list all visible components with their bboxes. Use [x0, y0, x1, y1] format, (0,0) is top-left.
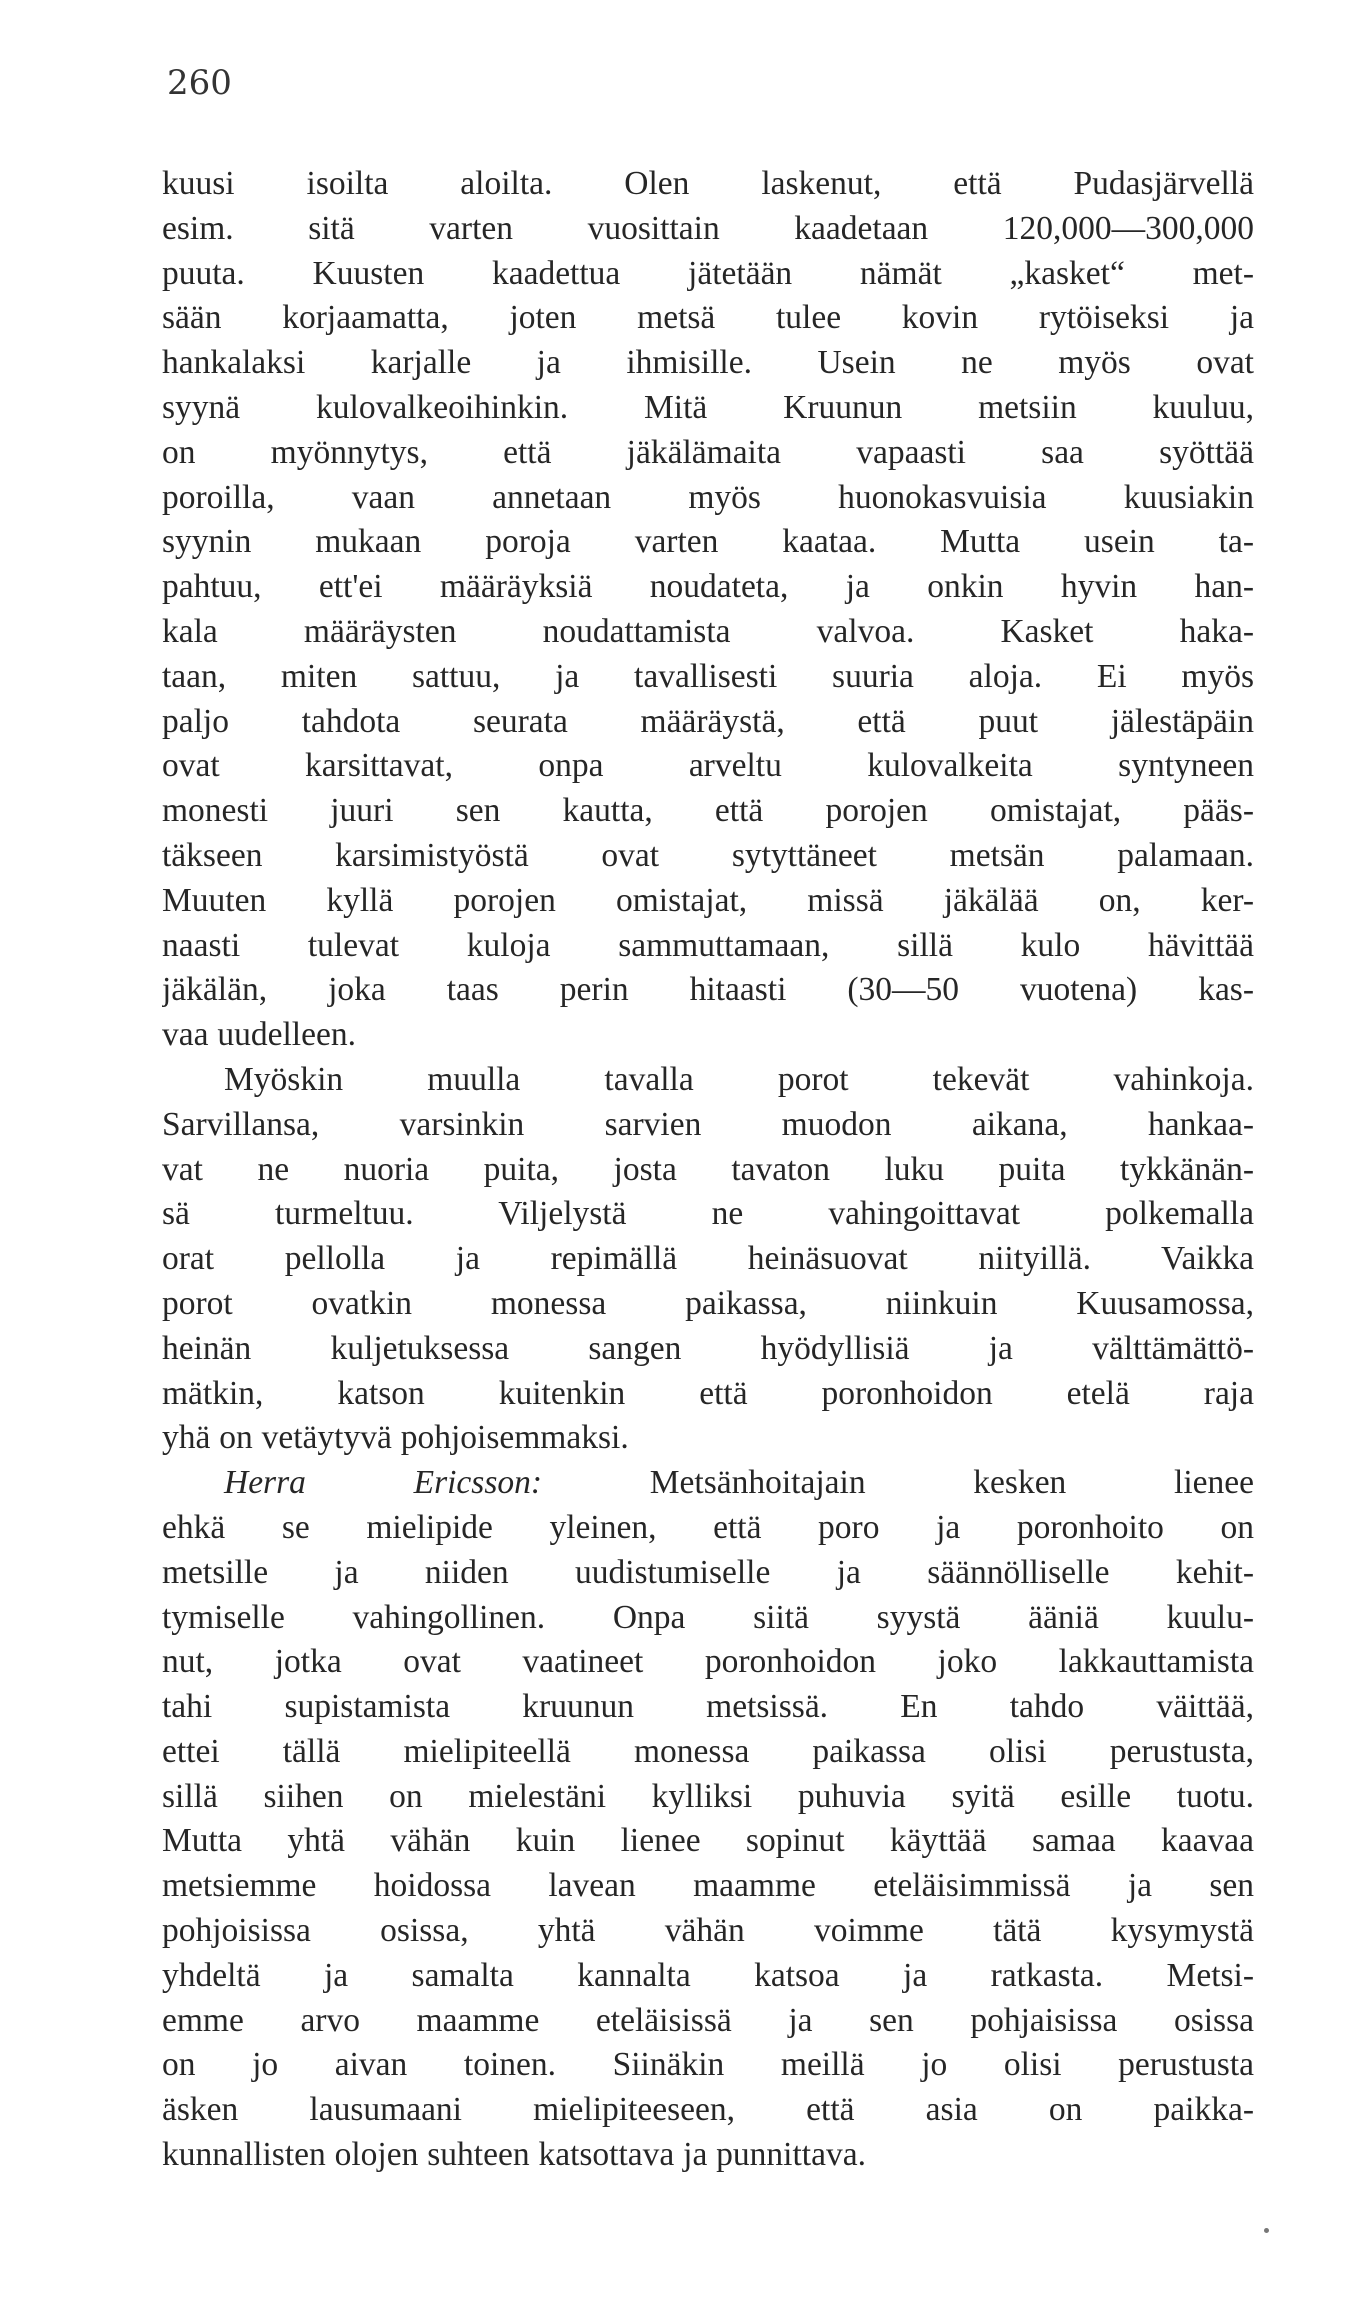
text-line: vat ne nuoria puita, josta tavaton luku puita tykkänän-	[162, 1150, 1254, 1188]
text-line: emme arvo maamme eteläisissä ja sen pohjaisissa osissa	[162, 2001, 1254, 2039]
text-line: monesti juuri sen kautta, että porojen omistajat, pääs-	[162, 792, 1254, 830]
text-line: poroilla, vaan annetaan myös huonokasvuisia kuusiakin	[162, 478, 1254, 516]
text-line: sä turmeltuu. Viljelystä ne vahingoittavat polkemalla	[162, 1195, 1254, 1233]
text-line: ovat karsittavat, onpa arveltu kulovalkeita syntyneen	[162, 747, 1254, 785]
text-line: sillä siihen on mielestäni kylliksi puhuvia syitä esille tuotu.	[162, 1777, 1254, 1815]
speaker-name: Herra Ericsson:	[224, 1464, 543, 1502]
text-line: kunnallisten olojen suhteen katsottava ja punnittava.	[162, 2136, 866, 2174]
text-line: hankalaksi karjalle ja ihmisille. Usein ne myös ovat	[162, 344, 1254, 382]
text-line: taan, miten sattuu, ja tavallisesti suuria aloja. Ei myös	[162, 657, 1254, 695]
page-number: 260	[167, 63, 232, 103]
text-fragment: Metsänhoitajain kesken lienee	[649, 1464, 1254, 1502]
text-line: metsille ja niiden uudistumiselle ja säännölliselle kehit-	[162, 1553, 1254, 1591]
text-line: pahtuu, ett'ei määräyksiä noudateta, ja onkin hyvin han-	[162, 568, 1254, 606]
text-line: yhä on vetäytyvä pohjoisemmaksi.	[162, 1419, 629, 1457]
text-line: täkseen karsimistyöstä ovat sytyttäneet metsän palamaan.	[162, 836, 1254, 874]
text-line: nut, jotka ovat vaatineet poronhoidon joko lakkauttamista	[162, 1643, 1254, 1681]
text-line: sään korjaamatta, joten metsä tulee kovin rytöiseksi ja	[162, 299, 1254, 337]
text-line: ehkä se mielipide yleinen, että poro ja poronhoito on	[162, 1508, 1254, 1546]
body-text	[162, 162, 1254, 2178]
text-line: puuta. Kuusten kaadettua jätetään nämät „kasket“ met-	[162, 254, 1254, 292]
text-line: tahi supistamista kruunun metsissä. En tahdo väittää,	[162, 1688, 1254, 1726]
text-line: metsiemme hoidossa lavean maamme eteläisimmissä ja sen	[162, 1867, 1254, 1905]
text-line: kuusi isoilta aloilta. Olen laskenut, että Pudasjärvellä	[162, 165, 1254, 202]
text-line: äsken lausumaani mielipiteeseen, että asia on paikka-	[162, 2091, 1254, 2129]
text-line: esim. sitä varten vuosittain kaadetaan 120,000—300,000	[162, 209, 1254, 247]
text-line: syynin mukaan poroja varten kaataa. Mutta usein ta-	[162, 523, 1254, 561]
text-line: kala määräysten noudattamista valvoa. Kasket haka-	[162, 612, 1254, 650]
text-line	[162, 1461, 1254, 1506]
text-line: on myönnytys, että jäkälämaita vapaasti saa syöttää	[162, 433, 1254, 471]
text-line: naasti tulevat kuloja sammuttamaan, sillä kulo hävittää	[162, 926, 1254, 964]
text-line: heinän kuljetuksessa sangen hyödyllisiä ja välttämättö-	[162, 1329, 1254, 1367]
text-line: Myöskin muulla tavalla porot tekevät vahinkoja.	[224, 1060, 1254, 1098]
text-line: yhdeltä ja samalta kannalta katsoa ja ratkasta. Metsi-	[162, 1956, 1254, 1994]
text-line: mätkin, katson kuitenkin että poronhoidon etelä raja	[162, 1374, 1254, 1412]
text-line: Muuten kyllä porojen omistajat, missä jäkälää on, ker-	[162, 881, 1254, 919]
text-line: Mutta yhtä vähän kuin lienee sopinut käyttää samaa kaavaa	[162, 1822, 1254, 1860]
text-line: vaa uudelleen.	[162, 1016, 356, 1054]
text-line: Sarvillansa, varsinkin sarvien muodon aikana, hankaa-	[162, 1105, 1254, 1143]
text-line: orat pellolla ja repimällä heinäsuovat niityillä. Vaikka	[162, 1240, 1254, 1278]
text-line: pohjoisissa osissa, yhtä vähän voimme tätä kysymystä	[162, 1912, 1254, 1950]
print-speck	[1264, 2228, 1269, 2233]
text-line: porot ovatkin monessa paikassa, niinkuin Kuusamossa,	[162, 1284, 1254, 1322]
text-line: tymiselle vahingollinen. Onpa siitä syystä ääniä kuulu-	[162, 1598, 1254, 1636]
text-line: jäkälän, joka taas perin hitaasti (30—50 vuotena) kas-	[162, 971, 1254, 1009]
text-line: on jo aivan toinen. Siinäkin meillä jo olisi perustusta	[162, 2046, 1254, 2084]
text-line: ettei tällä mielipiteellä monessa paikassa olisi perustusta,	[162, 1732, 1254, 1770]
text-line: paljo tahdota seurata määräystä, että puut jälestäpäin	[162, 702, 1254, 740]
text-line: syynä kulovalkeoihinkin. Mitä Kruunun metsiin kuuluu,	[162, 388, 1254, 426]
